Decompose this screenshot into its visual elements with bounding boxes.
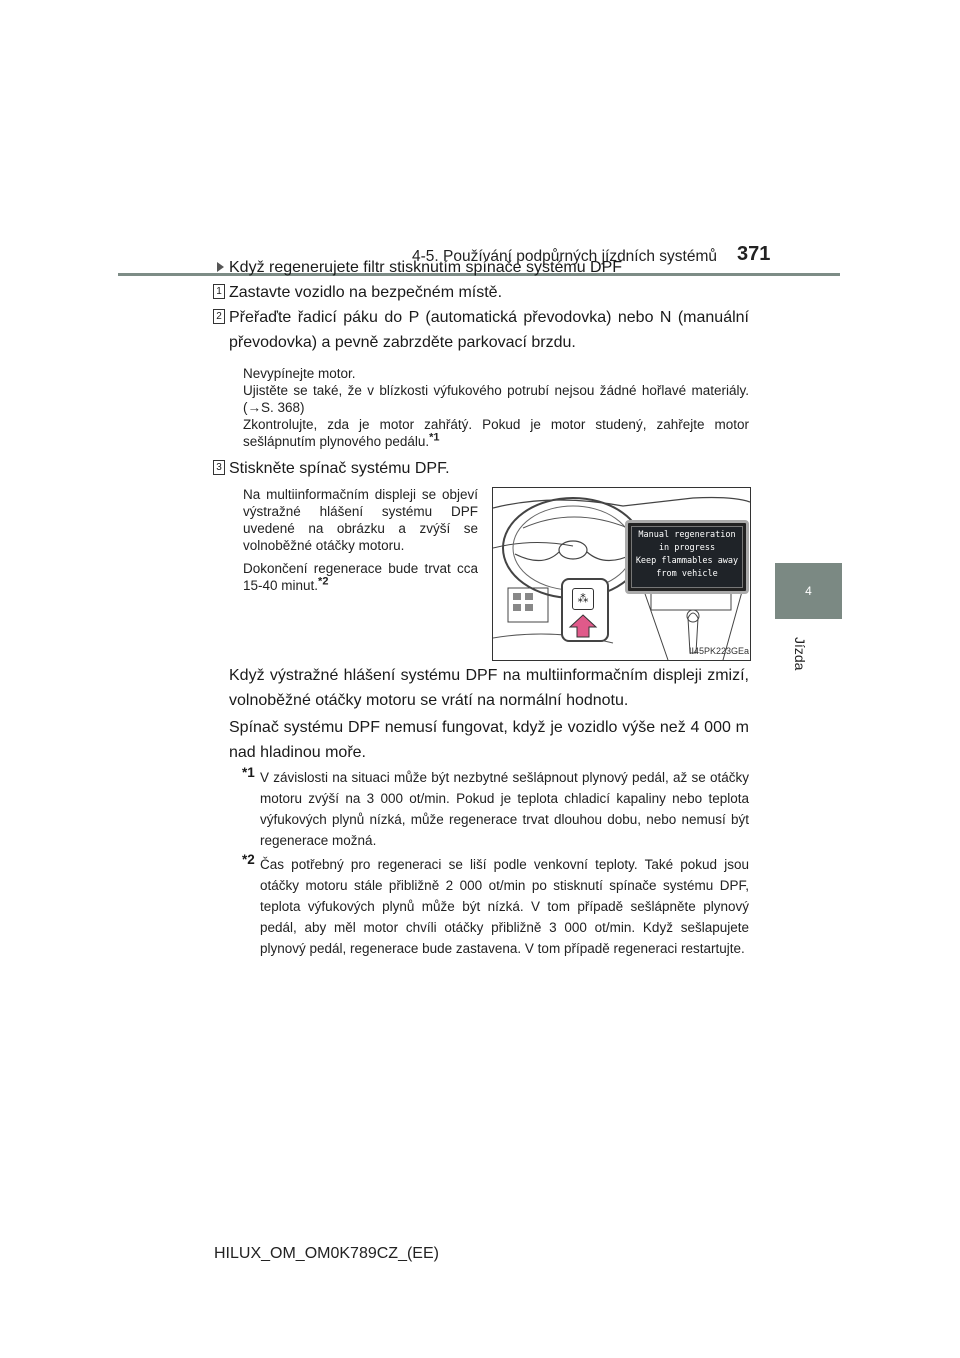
note-engine: Nevypínejte motor.	[243, 366, 356, 381]
footnote-ref-1: *1	[429, 431, 440, 444]
display-line-1: Manual regeneration	[638, 530, 736, 540]
footnote-1-mark: *1	[242, 765, 255, 780]
note-flammables: Ujistěte se také, že v blízkosti výfukového potrubí nejsou žádné hořlavé materiály. (→S. 368)	[243, 383, 749, 415]
step-number-3: 3	[213, 460, 225, 475]
step-text-1: Zastavte vozidlo na bezpečném místě.	[229, 284, 503, 301]
footnote-1-text: V závislosti na situaci může být nezbytné sešlápnout plynový pedál, až se otáčky motoru zvýší na 3 000 ot/min. Pokud je teplota chladicí kapaliny nebo teplota výfukových plynů nízká, může regenerace trvat dlouhou dobu, nebo nemusí být regenerace možná.	[260, 770, 749, 848]
illustration-code: II45PK223GEa	[689, 646, 750, 656]
display-line-2: in progress	[658, 543, 716, 553]
display-screen	[631, 526, 743, 588]
footnote-2-mark: *2	[242, 852, 255, 867]
display-line-4: from vehicle	[656, 569, 718, 579]
display-line-3: Keep flammables away	[635, 556, 739, 566]
footnote-ref-2: *2	[318, 575, 329, 588]
dpf-switch-icon: ⁂	[572, 588, 594, 610]
chapter-label: Jízda	[792, 637, 808, 671]
step-number-1: 1	[213, 284, 225, 299]
footnote-2-text: Čas potřebný pro regeneraci se liší podle venkovní teploty. Také pokud jsou otáčky motoru stále přibližně 2 000 ot/min po stisknutí spínače systému DPF, teplota výfukových plynů může být nízká. V tom případě sešlápněte plynový pedál, aby měl motor chvíli otáčky přibližně 3 000 ot/min. Když sešlapujete plynový pedál, regenerace bude zastavena. V tom případě regeneraci restartujte.	[260, 857, 749, 956]
section-title: 4-5. Používání podpůrných jízdních systémů	[412, 248, 717, 265]
press-arrow-icon	[568, 614, 598, 638]
step-text-2: Přeřaďte řadicí páku do P (automatická převodovka) nebo N (manuální převodovka) a pevně zabrzděte parkovací brzdu.	[229, 309, 749, 351]
note-warm-engine	[243, 416, 749, 450]
note-display-message: Na multiinformačním displeji se objeví výstražné hlášení systému DPF uvedené na obrázku a zvýší se volnoběžné otáčky motoru.	[243, 487, 478, 553]
note-duration	[243, 560, 478, 594]
page-number: 371	[737, 243, 771, 265]
bullet-arrow-icon	[217, 262, 224, 272]
note-duration-text: Dokončení regenerace bude trvat cca 15-40 minut.	[243, 561, 478, 593]
step-number-2: 2	[213, 309, 225, 324]
step-text-3: Stiskněte spínač systému DPF.	[229, 460, 450, 477]
note-warm-engine-text: Zkontrolujte, zda je motor zahřátý. Pokud je motor studený, zahřejte motor sešlápnutím plynového pedálu.	[243, 417, 749, 449]
section-heading: Když regenerujete filtr stisknutím spínače systému DPF	[229, 259, 623, 276]
paragraph-message-gone: Když výstražné hlášení systému DPF na multiinformačním displeji zmizí, volnoběžné otáčky motoru se vrátí na normální hodnotu.	[229, 667, 749, 709]
chapter-tab: 4	[775, 563, 842, 619]
document-id: HILUX_OM_OM0K789CZ_(EE)	[214, 1245, 439, 1262]
dashboard-illustration	[492, 487, 751, 661]
paragraph-altitude: Spínač systému DPF nemusí fungovat, když je vozidlo výše než 4 000 m nad hladinou moře.	[229, 719, 749, 761]
